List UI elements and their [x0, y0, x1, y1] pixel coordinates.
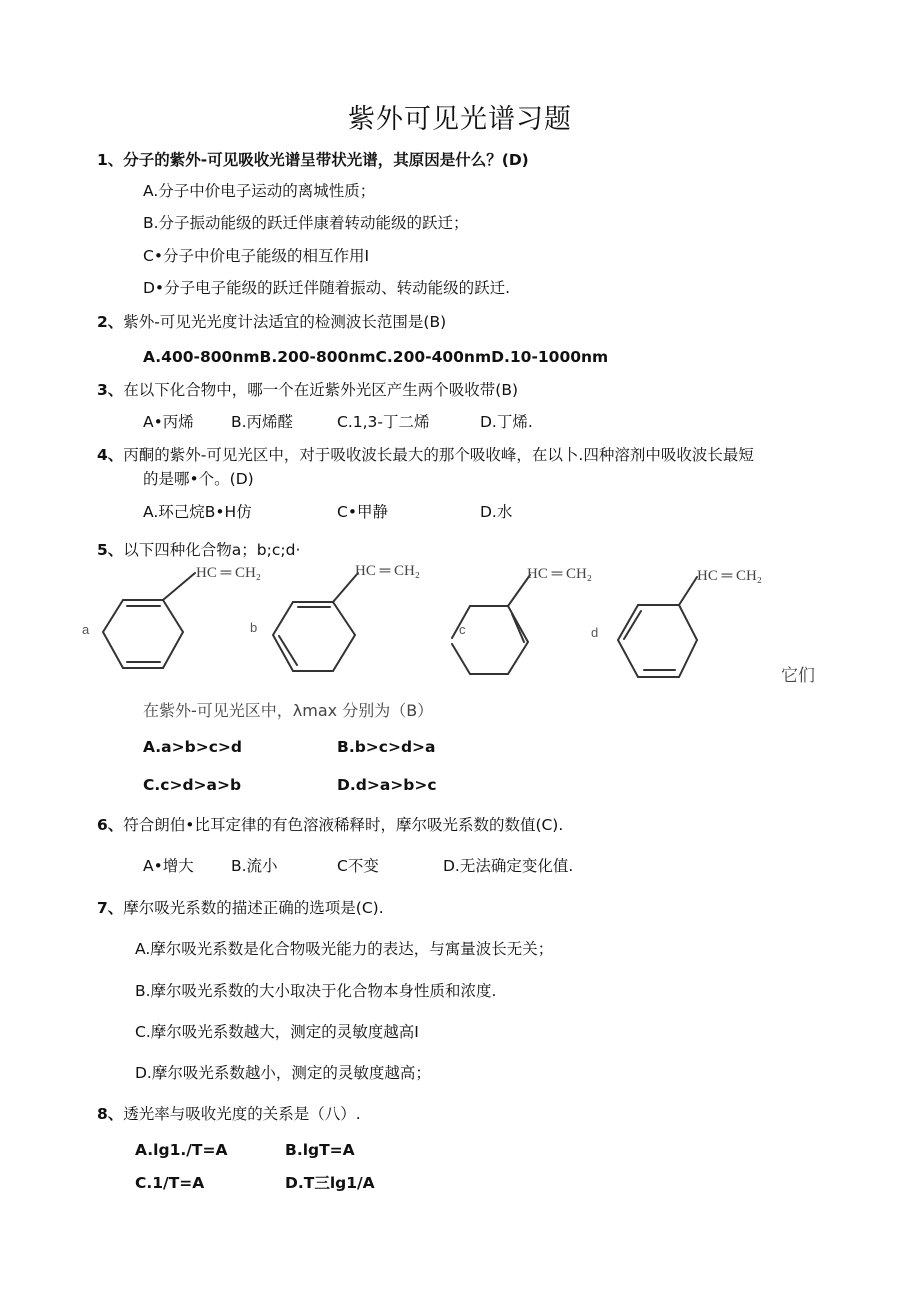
q3-option-a: A•丙烯	[143, 413, 194, 431]
q7-option-c: C.摩尔吸光系数越大，测定的灵敏度越高I	[135, 1023, 419, 1041]
q6-option-c: C不变	[337, 857, 379, 875]
structure-label-a: a	[82, 622, 90, 637]
structure-label-c: c	[459, 622, 466, 637]
question-7	[97, 898, 384, 918]
q8-option-d: D.T三lg1/A	[285, 1174, 375, 1192]
vinyl-label-a: HC ═ CH₂	[196, 565, 262, 581]
question-4-continued: 的是哪•个。(D)	[143, 470, 254, 488]
q1-option-d: D•分子电子能级的跃迁伴随着振动、转动能级的跃迁.	[143, 279, 511, 297]
q4-option-d: D.水	[480, 503, 513, 521]
q8-option-c: C.1/T=A	[135, 1174, 205, 1192]
question-text: 符合朗伯•比耳定律的有色溶液稀释时，摩尔吸光系数的数值(C).	[123, 816, 564, 834]
structure-label-b: b	[250, 620, 258, 635]
q5-suffix: 它们	[781, 666, 815, 686]
question-number: 6、	[97, 816, 124, 834]
question-text: 以下四种化合物a；b;c;d·	[123, 541, 301, 559]
question-number: 2、	[97, 313, 124, 331]
q5-option-a: A.a>b>c>d	[143, 738, 242, 756]
structure-b	[273, 573, 358, 671]
q6-option-d: D.无法确定变化值.	[443, 857, 574, 875]
question-number: 4、	[97, 446, 124, 464]
q5-option-c: C.c>d>a>b	[143, 776, 242, 794]
q4-option-ab: A.环己烷B•H仿	[143, 503, 252, 521]
question-text: 摩尔吸光系数的描述正确的选项是(C).	[123, 899, 384, 917]
q6-option-a: A•增大	[143, 857, 194, 875]
question-text: 在以下化合物中，哪一个在近紫外光区产生两个吸收带(B)	[123, 381, 519, 399]
question-8	[97, 1104, 361, 1124]
q7-option-d: D.摩尔吸光系数越小，测定的灵敏度越高；	[135, 1064, 431, 1082]
question-number: 3、	[97, 381, 124, 399]
q5-option-b: B.b>c>d>a	[337, 738, 436, 756]
q6-option-b: B.流小	[231, 857, 278, 875]
question-text: 分子的紫外-可见吸收光谱呈带状光谱，其原因是什么？(D)	[123, 151, 529, 169]
q8-option-b: B.lgT=A	[285, 1141, 355, 1159]
q4-option-c: C•甲静	[337, 503, 388, 521]
question-6	[97, 815, 563, 835]
q1-option-b: B.分子振动能级的跃迁伴康着转动能级的跃迁；	[143, 214, 469, 232]
q3-option-d: D.丁烯.	[480, 413, 533, 431]
question-5-continued: 在紫外-可见光区中，λmax 分别为（B）	[143, 701, 434, 720]
q8-option-a: A.lg1./T=A	[135, 1141, 228, 1159]
question-number: 7、	[97, 899, 124, 917]
question-text: 透光率与吸收光度的关系是（八）.	[123, 1105, 361, 1123]
q7-option-a: A.摩尔吸光系数是化合物吸光能力的表达，与寓量波长无关；	[135, 940, 554, 958]
q1-option-c: C•分子中价电子能级的相互作用I	[143, 247, 370, 265]
vinyl-label-b: HC ═ CH₂	[355, 563, 421, 579]
structure-a	[103, 573, 195, 668]
structure-label-d: d	[591, 625, 599, 640]
q3-option-b: B.丙烯醛	[231, 413, 294, 431]
question-number: 8、	[97, 1105, 124, 1123]
vinyl-label-d: HC ═ CH₂	[697, 568, 763, 584]
question-number: 1、	[97, 151, 124, 169]
q5-option-d: D.d>a>b>c	[337, 776, 437, 794]
question-text: 紫外-可见光光度计法适宜的检测波长范围是(B)	[123, 313, 447, 331]
q7-option-b: B.摩尔吸光系数的大小取决于化合物本身性质和浓度.	[135, 982, 497, 1000]
question-text: 丙酮的紫外-可见光区中，对于吸收波长最大的那个吸收峰，在以卜.四种溶剂中吸收波长最短	[123, 446, 754, 464]
structure-d	[618, 577, 697, 677]
page-title: 紫外可见光谱习题	[348, 104, 572, 135]
q1-option-a: A.分子中价电子运动的离城性质；	[143, 182, 376, 200]
q2-options: A.400-800nmB.200-800nmC.200-400nmD.10-1000nm	[143, 348, 609, 366]
q3-option-c: C.1,3-丁二烯	[337, 413, 430, 431]
question-number: 5、	[97, 541, 124, 559]
vinyl-label-c: HC ═ CH₂	[527, 566, 593, 582]
